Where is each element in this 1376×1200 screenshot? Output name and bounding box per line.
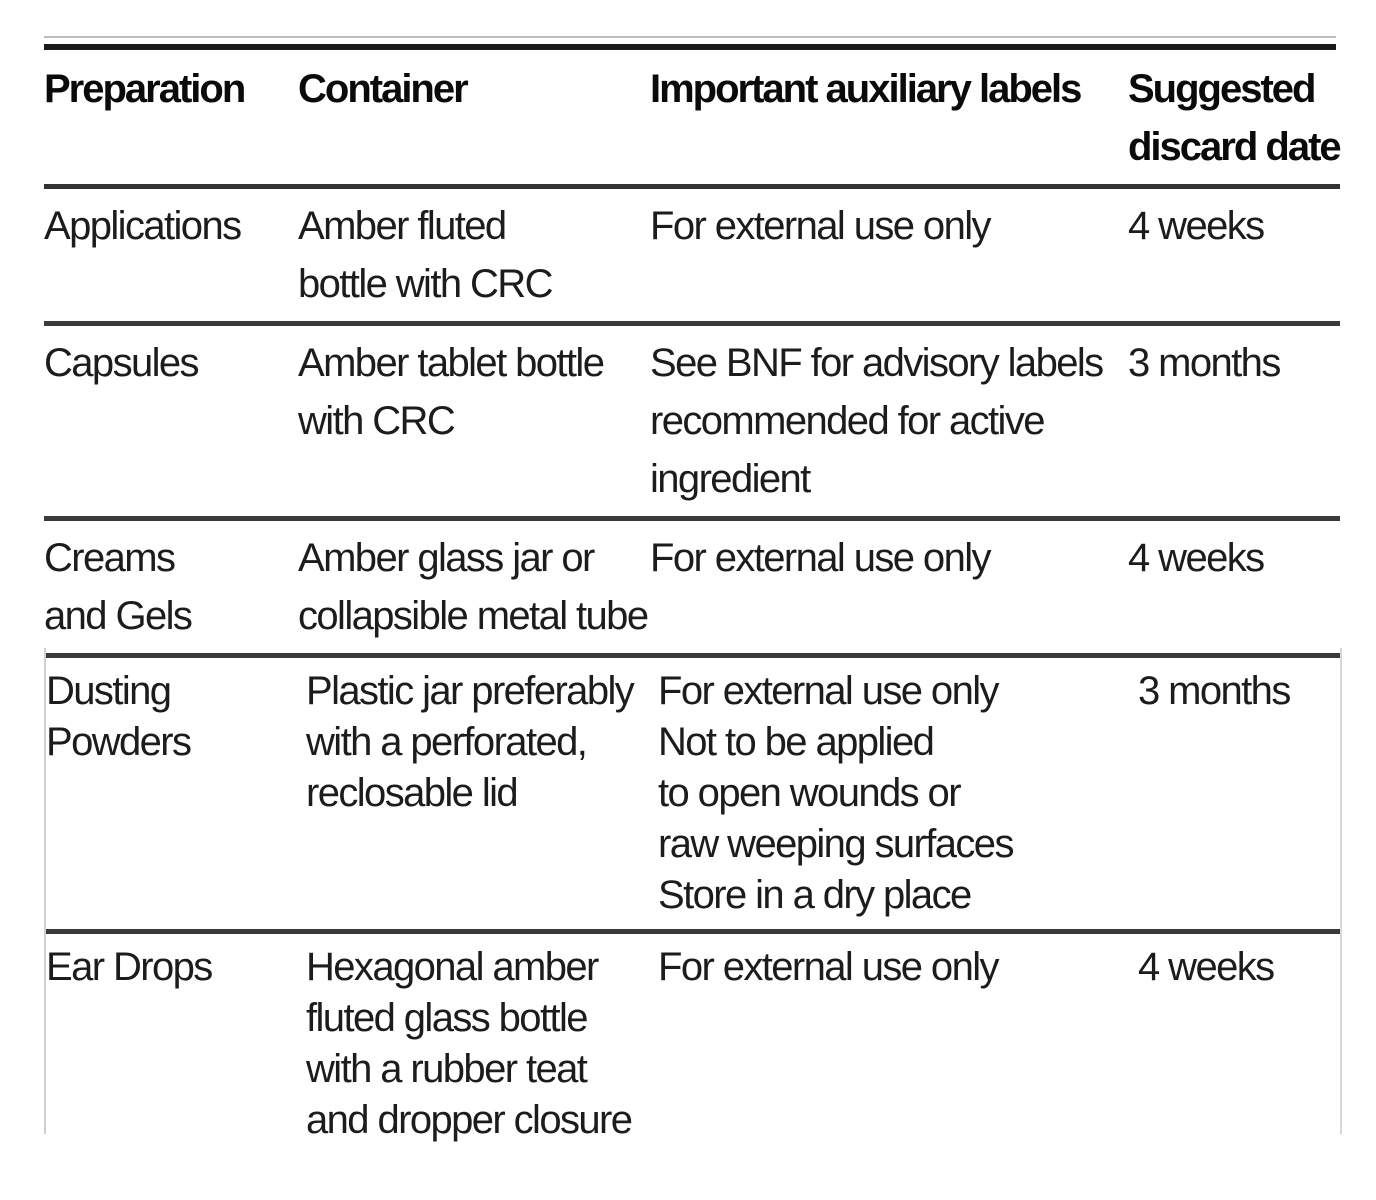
cell-text-line: and Gels bbox=[44, 594, 192, 638]
cell-container bbox=[298, 932, 650, 1155]
document-page bbox=[44, 36, 1340, 1142]
cell-auxiliary-labels bbox=[650, 656, 1128, 932]
cell-text-line: Preparation bbox=[44, 67, 245, 111]
cell-text-line: Plastic jar preferably bbox=[306, 669, 634, 713]
right-edge-rule bbox=[1340, 648, 1342, 1134]
cell-text-line: bottle with CRC bbox=[298, 262, 552, 306]
header-auxiliary-labels bbox=[650, 50, 1128, 187]
header-container bbox=[298, 50, 650, 187]
preparation-table bbox=[44, 50, 1340, 1154]
cell-text-line: reclosable lid bbox=[306, 771, 518, 815]
header-discard-date bbox=[1128, 50, 1340, 187]
cell-text-line: For external use only bbox=[650, 204, 990, 248]
cell-text-line: Not to be applied bbox=[658, 720, 934, 764]
cell-text-line: Store in a dry place bbox=[658, 873, 971, 917]
cell-preparation bbox=[44, 656, 298, 932]
cell-text-line: Ear Drops bbox=[46, 945, 212, 989]
cell-text-line: Powders bbox=[46, 720, 191, 764]
cell-text-line: Applications bbox=[44, 204, 241, 248]
cell-text-line: Amber tablet bottle bbox=[298, 341, 604, 385]
table-header-row bbox=[44, 50, 1340, 187]
cell-discard-date bbox=[1128, 187, 1340, 324]
cell-discard-date bbox=[1128, 656, 1340, 932]
cell-text-line: discard date bbox=[1128, 125, 1340, 169]
cell-text-line: fluted glass bottle bbox=[306, 996, 587, 1040]
cell-text-line: ingredient bbox=[650, 457, 810, 501]
cell-text-line: 4 weeks bbox=[1138, 945, 1274, 989]
cell-text-line: See BNF for advisory labels bbox=[650, 341, 1103, 385]
cell-text-line: Amber glass jar or bbox=[298, 536, 594, 580]
cell-text-line: Dusting bbox=[46, 669, 171, 713]
cell-text-line: 4 weeks bbox=[1128, 204, 1264, 248]
cell-text-line: Hexagonal amber bbox=[306, 945, 598, 989]
cell-text-line: Suggested bbox=[1128, 67, 1315, 111]
cell-text-line: with a perforated, bbox=[306, 720, 587, 764]
cell-text-line: collapsible metal tube bbox=[298, 594, 648, 638]
table-row bbox=[44, 187, 1340, 324]
left-edge-rule bbox=[44, 648, 46, 1134]
cell-text-line: recommended for active bbox=[650, 399, 1044, 443]
table-row bbox=[44, 519, 1340, 656]
cell-text-line: to open wounds or bbox=[658, 771, 960, 815]
cell-text-line: with CRC bbox=[298, 399, 455, 443]
cell-text-line: For external use only bbox=[658, 669, 998, 713]
cell-container bbox=[298, 656, 650, 932]
cell-text-line: 3 months bbox=[1128, 341, 1280, 385]
cell-container bbox=[298, 324, 650, 519]
cell-auxiliary-labels bbox=[650, 932, 1128, 1155]
cell-text-line: raw weeping surfaces bbox=[658, 822, 1013, 866]
cell-text-line: 4 weeks bbox=[1128, 536, 1264, 580]
top-thin-rule bbox=[44, 36, 1336, 38]
cell-text-line: and dropper closure bbox=[306, 1098, 632, 1142]
cell-discard-date bbox=[1128, 324, 1340, 519]
cell-auxiliary-labels bbox=[650, 519, 1128, 656]
cell-auxiliary-labels bbox=[650, 324, 1128, 519]
cell-text-line: 3 months bbox=[1138, 669, 1290, 713]
cell-preparation bbox=[44, 932, 298, 1155]
cell-preparation bbox=[44, 324, 298, 519]
cell-text-line: with a rubber teat bbox=[306, 1047, 587, 1091]
cell-container bbox=[298, 519, 650, 656]
header-preparation bbox=[44, 50, 298, 187]
cell-text-line: Container bbox=[298, 67, 467, 111]
table-row bbox=[44, 932, 1340, 1155]
table-row bbox=[44, 324, 1340, 519]
cell-text-line: For external use only bbox=[658, 945, 998, 989]
cell-auxiliary-labels bbox=[650, 187, 1128, 324]
cell-preparation bbox=[44, 187, 298, 324]
cell-container bbox=[298, 187, 650, 324]
cell-text-line: For external use only bbox=[650, 536, 990, 580]
cell-discard-date bbox=[1128, 519, 1340, 656]
cell-discard-date bbox=[1128, 932, 1340, 1155]
cell-text-line: Amber fluted bbox=[298, 204, 506, 248]
cell-text-line: Important auxiliary labels bbox=[650, 67, 1081, 111]
table-row bbox=[44, 656, 1340, 932]
cell-text-line: Creams bbox=[44, 536, 175, 580]
cell-preparation bbox=[44, 519, 298, 656]
cell-text-line: Capsules bbox=[44, 341, 198, 385]
